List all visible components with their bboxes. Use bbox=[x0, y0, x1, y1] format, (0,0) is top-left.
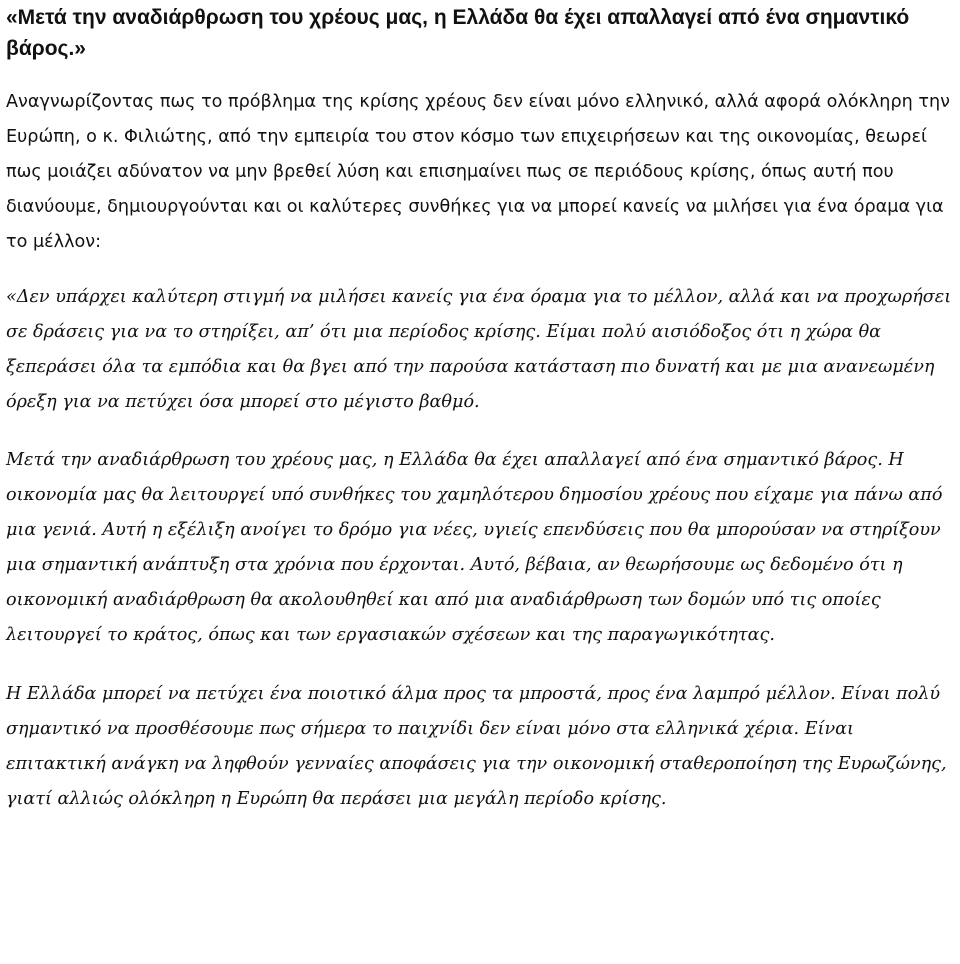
intro-paragraph: Αναγνωρίζοντας πως το πρόβλημα της κρίσης χρέους δεν είναι μόνο ελληνικό, αλλά αφορά ολόκληρη την Ευρώπη, ο κ. Φιλιώτης, από την εμπειρία του στον κόσμο των επιχειρήσεων και της οικονομίας, θεωρεί πως μοιάζει αδύνατον να μην βρεθεί λύση και επισημαίνει πως σε περιόδους κρίσης, όπως αυτή που διανύουμε, δημιουργούνται και οι καλύτερες συνθήκες για να μπορεί κανείς να μιλήσει για ένα όραμα για το μέλλον: bbox=[6, 92, 950, 252]
article-heading: «Μετά την αναδιάρθρωση του χρέους μας, η Ελλάδα θα έχει απαλλαγεί από ένα σημαντικό βάρος.» bbox=[6, 6, 910, 60]
article bbox=[6, 0, 954, 817]
quote-paragraph-2: Μετά την αναδιάρθρωση του χρέους μας, η Ελλάδα θα έχει απαλλαγεί από ένα σημαντικό βάρος. Η οικονομία μας θα λειτουργεί υπό συνθήκες του χαμηλότερου δημοσίου χρέους που είχαμε για πάνω από μια γενιά. Αυτή η εξέλιξη ανοίγει το δρόμο για νέες, υγιείς επενδύσεις που θα μπορούσαν να στηρίξουν μια σημαντική ανάπτυξη στα χρόνια που έρχονται. Αυτό, βέβαια, αν θεωρήσουμε ως δεδομένο ότι η οικονομική αναδιάρθρωση θα ακολουθηθεί και από μια αναδιάρθρωση των δομών υπό τις οποίες λειτουργεί το κράτος, όπως και των εργασιακών σχέσεων και της παραγωγικότητας. bbox=[6, 450, 943, 645]
quote-paragraph-1: «Δεν υπάρχει καλύτερη στιγμή να μιλήσει κανείς για ένα όραμα για το μέλλον, αλλά και να προχωρήσει σε δράσεις για να το στηρίξει, απ’ ότι μια περίοδος κρίσης. Είμαι πολύ αισιόδοξος ότι η χώρα θα ξεπεράσει όλα τα εμπόδια και θα βγει από την παρούσα κατάσταση πιο δυνατή και με μια ανανεωμένη όρεξη για να πετύχει όσα μπορεί στο μέγιστο βαθμό. bbox=[6, 287, 952, 412]
quote-paragraph-3: Η Ελλάδα μπορεί να πετύχει ένα ποιοτικό άλμα προς τα μπροστά, προς ένα λαμπρό μέλλον. Είναι πολύ σημαντικό να προσθέσουμε πως σήμερα το παιχνίδι δεν είναι μόνο στα ελληνικά χέρια. Είναι επιτακτική ανάγκη να ληφθούν γενναίες αποφάσεις για την οικονομική σταθεροποίηση της Ευρωζώνης, γιατί αλλιώς ολόκληρη η Ευρώπη θα περάσει μια μεγάλη περίοδο κρίσης. bbox=[6, 684, 947, 809]
